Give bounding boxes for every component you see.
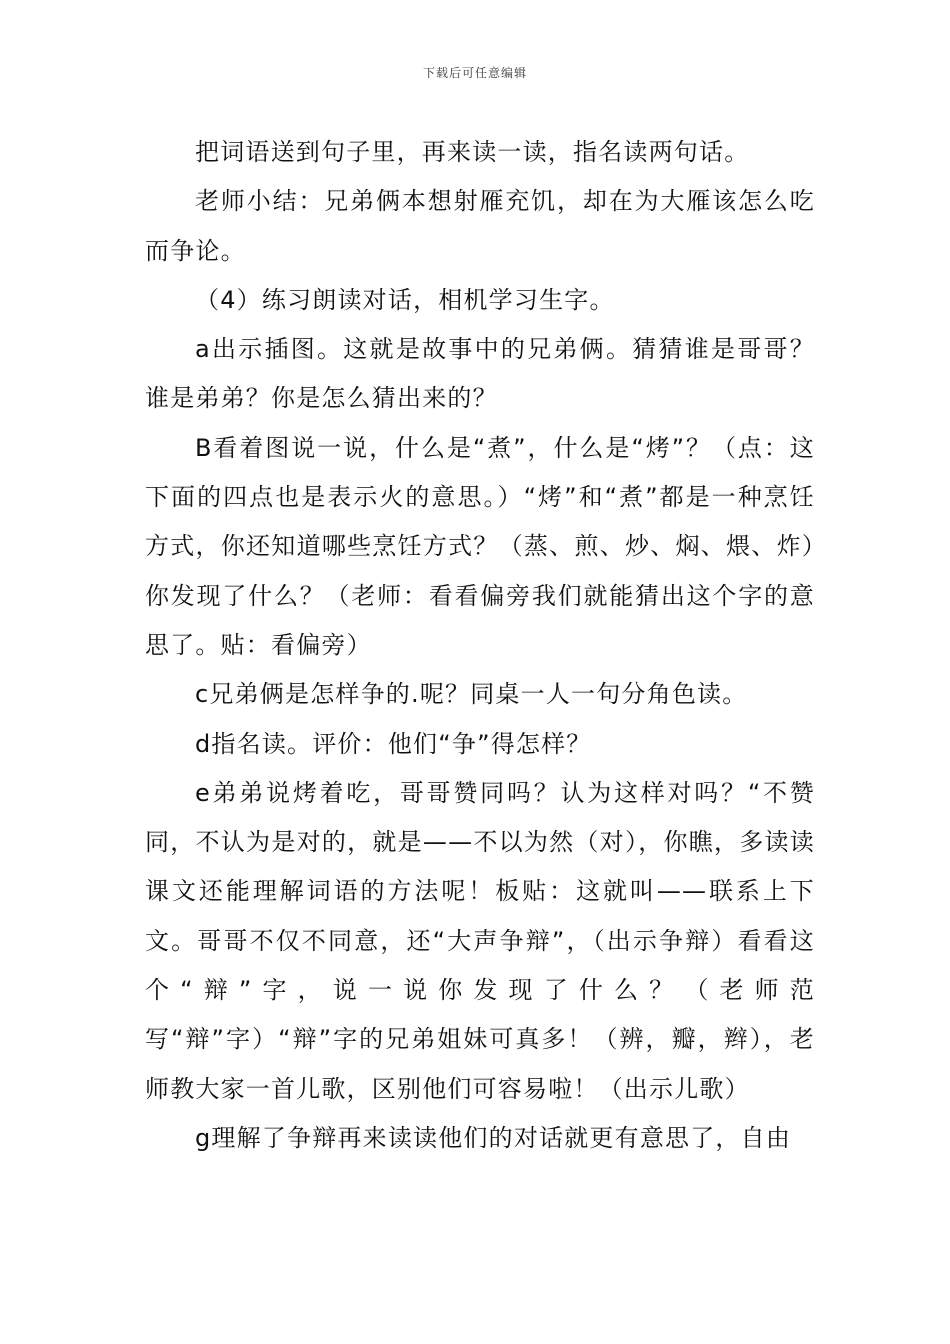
paragraph-8: e弟弟说烤着吃，哥哥赞同吗？认为这样对吗？“不赞同，不认为是对的，就是——不以为然（对），你瞧，多读读课文还能理解词语的方法呢！板贴：这就叫——联系上下文。哥哥不仅不同意，还“大声争辩”，（出示争辩）看看这个“辩”字，说一说你发现了什么？（老师范写“辩”字）“辩”字的兄弟姐妹可真多！（辨，瓣，辫），老师教大家一首儿歌，区别他们可容易啦！（出示儿歌） <box>145 778 815 1103</box>
paragraph-3: （4）练习朗读对话，相机学习生字。 <box>195 285 615 314</box>
paragraph-2: 老师小结：兄弟俩本想射雁充饥，却在为大雁该怎么吃而争论。 <box>145 187 815 265</box>
paragraph-1: 把词语送到句子里，再来读一读，指名读两句话。 <box>195 138 750 166</box>
paragraph-9: g理解了争辩再来读读他们的对话就更有意思了，自由 <box>195 1123 792 1152</box>
paragraph-4: a出示插图。这就是故事中的兄弟俩。猜猜谁是哥哥？谁是弟弟？你是怎么猜出来的？ <box>145 335 815 413</box>
paragraph-7: d指名读。评价：他们“争”得怎样？ <box>195 729 592 758</box>
paragraph-6: c兄弟俩是怎样争的.呢？同桌一人一句分角色读。 <box>195 680 748 709</box>
paragraph-5: B看着图说一说，什么是“煮”，什么是“烤”？（点：这下面的四点也是表示火的意思。）“烤”和“煮”都是一种烹饪方式，你还知道哪些烹饪方式？（蒸、煎、炒、焖、煨、炸）你发现了什么？（老师：看看偏旁我们就能猜出这个字的意思了。贴：看偏旁） <box>145 433 815 659</box>
page-header: 下载后可任意编辑 <box>422 66 527 80</box>
document-body <box>145 128 815 1163</box>
